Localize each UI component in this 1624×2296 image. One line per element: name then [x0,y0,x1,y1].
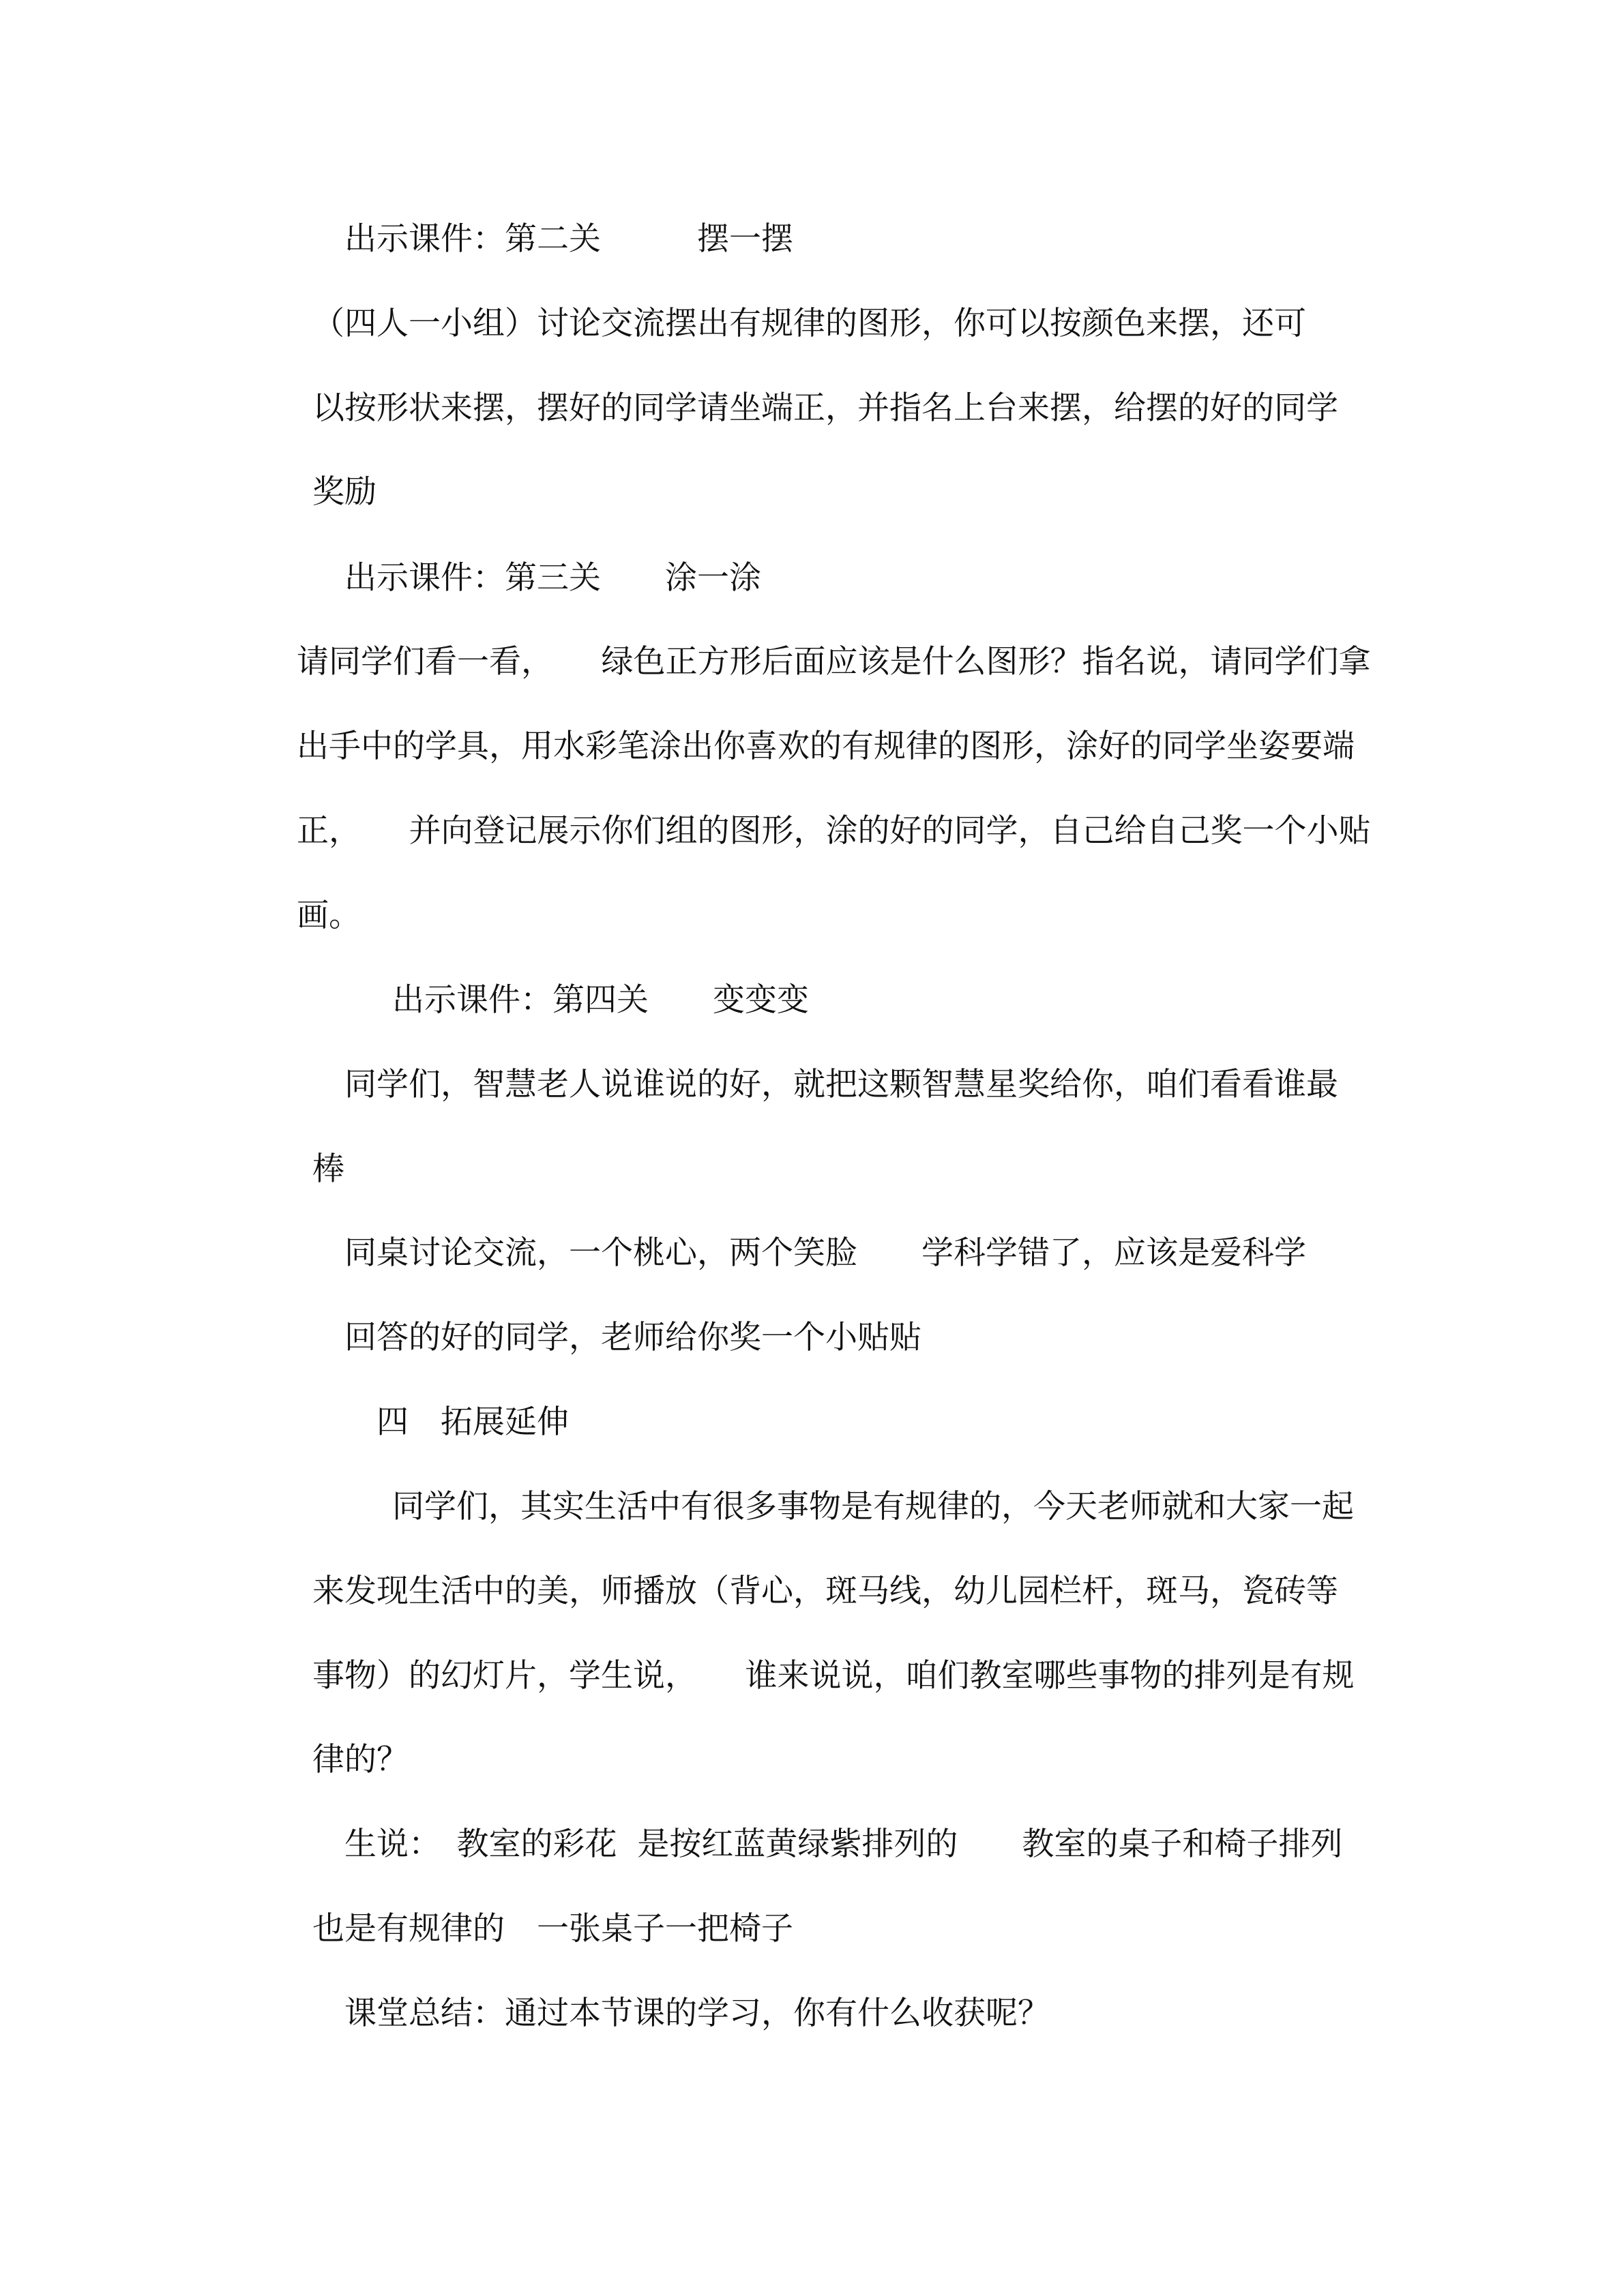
line-12: 棒 [312,1150,344,1188]
line-21: 也是有规律的 一张桌子一把椅子 [312,1910,793,1948]
line-14: 回答的好的同学，老师给你奖一个小贴贴 [344,1319,921,1356]
line-18: 事物）的幻灯片，学生说， 谁来说说，咱们教室哪些事物的排列是有规 [312,1657,1355,1695]
line-17: 来发现生活中的美，师播放（背心，斑马线，幼儿园栏杆，斑马，瓷砖等 [312,1572,1338,1610]
line-6: 请同学们看一看， 绿色正方形后面应该是什么图形？指名说，请同学们拿 [297,643,1371,681]
line-13: 同桌讨论交流，一个桃心，两个笑脸 学科学错了，应该是爱科学 [344,1234,1306,1272]
line-19: 律的？ [312,1741,409,1778]
line-3: 以按形状来摆，摆好的同学请坐端正，并指名上台来摆，给摆的好的同学 [312,389,1338,427]
line-20: 生说： 教室的彩花 是按红蓝黄绿紫排列的 教室的桌子和椅子排列 [344,1825,1343,1863]
line-5: 出示课件：第三关 涂一涂 [344,559,761,597]
line-1: 出示课件：第二关 摆一摆 [344,220,793,258]
line-8: 正， 并向登记展示你们组的图形，涂的好的同学，自己给自己奖一个小贴 [297,812,1371,850]
line-7: 出手中的学具，用水彩笔涂出你喜欢的有规律的图形，涂好的同学坐姿要端 [297,728,1355,765]
line-11: 同学们，智慧老人说谁说的好，就把这颗智慧星奖给你，咱们看看谁最 [344,1066,1338,1103]
line-16: 同学们，其实生活中有很多事物是有规律的，今天老师就和大家一起 [392,1488,1354,1525]
line-22: 课堂总结：通过本节课的学习，你有什么收获呢？ [344,1995,1050,2032]
line-10: 出示课件：第四关 变变变 [392,981,809,1019]
line-9: 画。 [297,897,361,934]
line-4: 奖励 [312,473,377,511]
section-heading: 四 拓展延伸 [377,1403,569,1441]
line-2: （四人一小组）讨论交流摆出有规律的图形，你可以按颜色来摆，还可 [312,305,1306,342]
